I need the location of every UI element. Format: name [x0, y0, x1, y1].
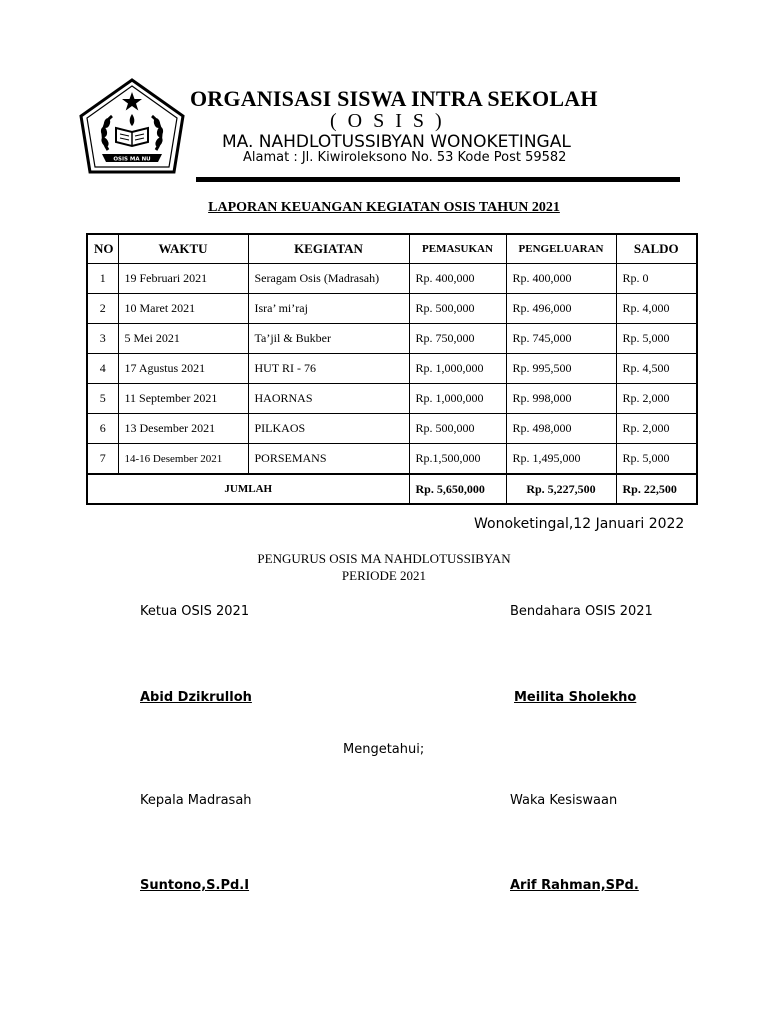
- table-header-row: [87, 234, 697, 264]
- cell-kegiatan: PILKAOS: [248, 414, 409, 444]
- cell-kegiatan: HUT RI - 76: [248, 354, 409, 384]
- name-treasurer: Meilita Sholekho: [514, 690, 637, 705]
- cell-waktu: 11 September 2021: [118, 384, 248, 414]
- cell-pemasukan: Rp. 500,000: [409, 294, 506, 324]
- cell-waktu: 10 Maret 2021: [118, 294, 248, 324]
- cell-waktu: 19 Februari 2021: [118, 264, 248, 294]
- total-label: JUMLAH: [87, 474, 409, 504]
- school-name: MA. NAHDLOTUSSIBYAN WONOKETINGAL: [222, 132, 571, 152]
- cell-pemasukan: Rp. 1,000,000: [409, 384, 506, 414]
- header-waktu: WAKTU: [118, 234, 248, 264]
- board-title: PENGURUS OSIS MA NAHDLOTUSSIBYAN: [257, 551, 511, 566]
- cell-pengeluaran: Rp. 496,000: [506, 294, 616, 324]
- cell-pemasukan: Rp.1,500,000: [409, 444, 506, 475]
- cell-saldo: Rp. 2,000: [616, 414, 697, 444]
- cell-pemasukan: Rp. 500,000: [409, 414, 506, 444]
- school-address: Alamat : Jl. Kiwiroleksono No. 53 Kode Post 59582: [243, 150, 567, 165]
- cell-no: 1: [87, 264, 118, 294]
- cell-pemasukan: Rp. 1,000,000: [409, 354, 506, 384]
- table-row: [87, 324, 697, 354]
- cell-saldo: Rp. 5,000: [616, 324, 697, 354]
- cell-waktu: 13 Desember 2021: [118, 414, 248, 444]
- cell-kegiatan: PORSEMANS: [248, 444, 409, 475]
- acknowledged-label: Mengetahui;: [343, 742, 425, 757]
- board-period: PERIODE 2021: [341, 568, 427, 583]
- total-saldo: Rp. 22,500: [616, 474, 697, 504]
- cell-no: 4: [87, 354, 118, 384]
- header-saldo: SALDO: [616, 234, 697, 264]
- cell-no: 7: [87, 444, 118, 475]
- role-treasurer: Bendahara OSIS 2021: [510, 604, 653, 619]
- header-pemasukan: PEMASUKAN: [409, 234, 506, 264]
- cell-kegiatan: HAORNAS: [248, 384, 409, 414]
- table-total-row: [87, 474, 697, 504]
- cell-saldo: Rp. 4,000: [616, 294, 697, 324]
- cell-pengeluaran: Rp. 1,495,000: [506, 444, 616, 475]
- report-title: LAPORAN KEUANGAN KEGIATAN OSIS TAHUN 2021: [208, 200, 560, 215]
- cell-waktu: 14-16 Desember 2021: [118, 444, 248, 475]
- cell-no: 3: [87, 324, 118, 354]
- cell-pengeluaran: Rp. 400,000: [506, 264, 616, 294]
- cell-saldo: Rp. 0: [616, 264, 697, 294]
- cell-waktu: 17 Agustus 2021: [118, 354, 248, 384]
- name-chairman: Abid Dzikrulloh: [140, 690, 252, 705]
- cell-saldo: Rp. 5,000: [616, 444, 697, 475]
- cell-saldo: Rp. 4,500: [616, 354, 697, 384]
- role-headmaster: Kepala Madrasah: [140, 793, 252, 808]
- header-divider: [196, 177, 680, 182]
- cell-pemasukan: Rp. 400,000: [409, 264, 506, 294]
- cell-pengeluaran: Rp. 745,000: [506, 324, 616, 354]
- organization-name: ORGANISASI SISWA INTRA SEKOLAH: [190, 86, 598, 111]
- table-row: [87, 384, 697, 414]
- table-row: [87, 414, 697, 444]
- header-kegiatan: KEGIATAN: [248, 234, 409, 264]
- role-student-affairs: Waka Kesiswaan: [510, 793, 618, 808]
- cell-pemasukan: Rp. 750,000: [409, 324, 506, 354]
- table-row: [87, 354, 697, 384]
- cell-pengeluaran: Rp. 498,000: [506, 414, 616, 444]
- cell-waktu: 5 Mei 2021: [118, 324, 248, 354]
- table-row: [87, 294, 697, 324]
- name-student-affairs: Arif Rahman,SPd.: [510, 878, 639, 893]
- total-pemasukan: Rp. 5,650,000: [409, 474, 506, 504]
- cell-kegiatan: Ta’jil & Bukber: [248, 324, 409, 354]
- header-no: NO: [87, 234, 118, 264]
- cell-saldo: Rp. 2,000: [616, 384, 697, 414]
- place-date: Wonoketingal,12 Januari 2022: [474, 516, 685, 532]
- cell-kegiatan: Seragam Osis (Madrasah): [248, 264, 409, 294]
- cell-no: 6: [87, 414, 118, 444]
- header-pengeluaran: PENGELUARAN: [506, 234, 616, 264]
- total-pengeluaran: Rp. 5,227,500: [506, 474, 616, 504]
- osis-emblem-icon: [78, 78, 186, 174]
- table-row: [87, 444, 697, 475]
- organization-abbreviation: ( O S I S ): [330, 110, 445, 132]
- cell-pengeluaran: Rp. 998,000: [506, 384, 616, 414]
- logo-text: OSIS MA NU: [113, 156, 151, 163]
- role-chairman: Ketua OSIS 2021: [140, 604, 250, 619]
- cell-no: 2: [87, 294, 118, 324]
- name-headmaster: Suntono,S.Pd.I: [140, 878, 250, 893]
- table-row: [87, 264, 697, 294]
- cell-pengeluaran: Rp. 995,500: [506, 354, 616, 384]
- cell-kegiatan: Isra’ mi’raj: [248, 294, 409, 324]
- finance-table: [86, 233, 698, 505]
- cell-no: 5: [87, 384, 118, 414]
